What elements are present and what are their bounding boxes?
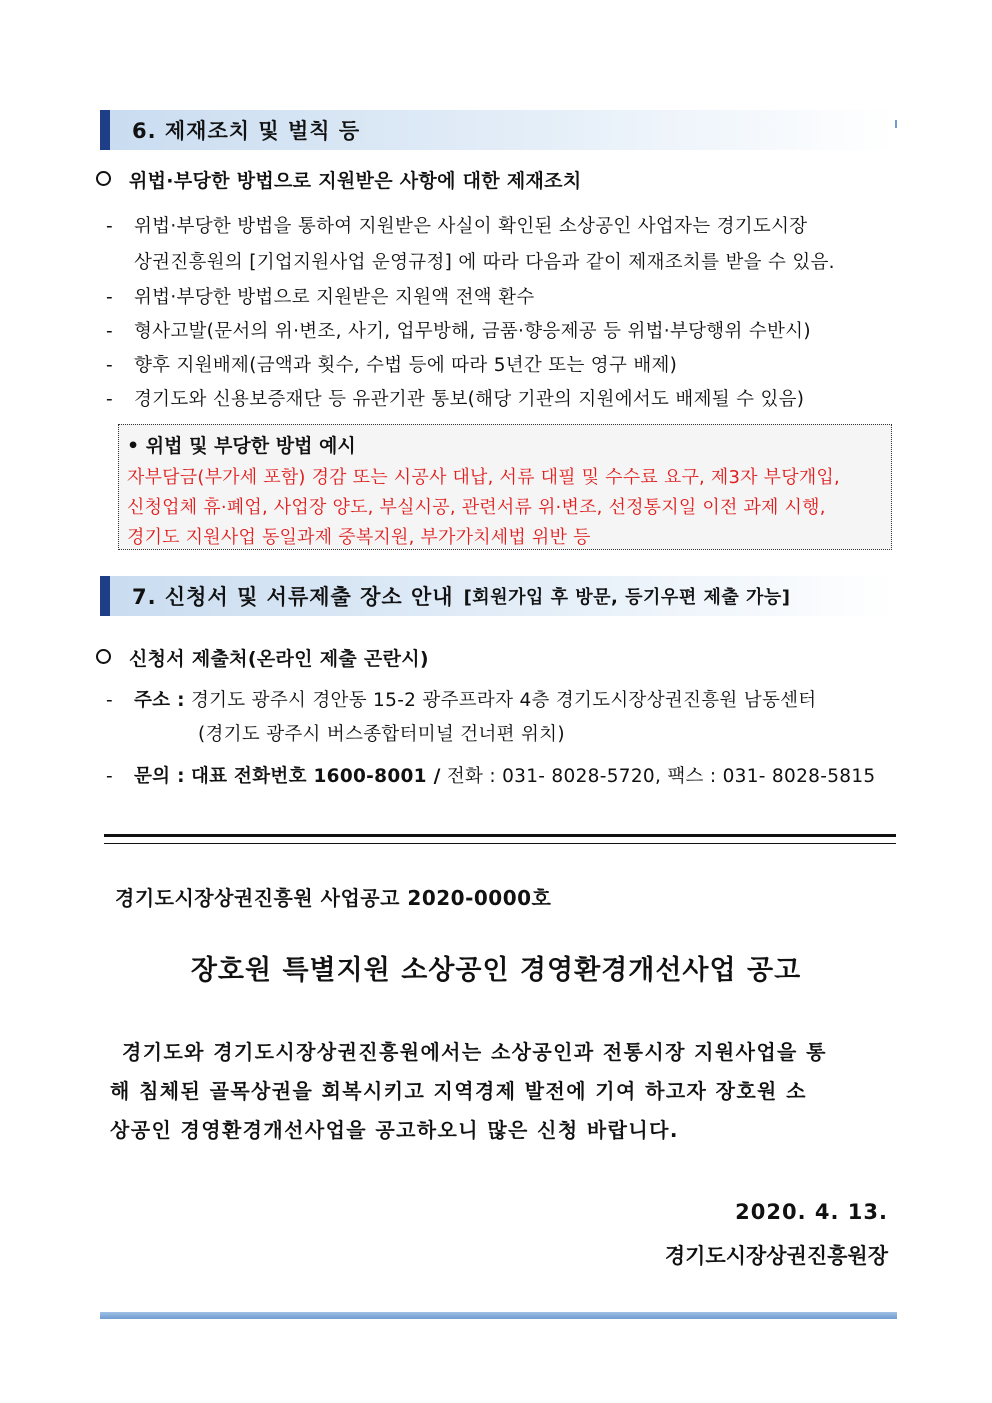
list-item	[106, 351, 677, 377]
section-6-heading	[96, 166, 581, 193]
list-item-text: 위법·부당한 방법으로 지원받은 지원액 전액 환수	[134, 287, 535, 308]
dash-bullet: -	[106, 321, 113, 342]
circle-bullet-icon	[96, 649, 111, 664]
dash-bullet: -	[106, 355, 113, 376]
section-6-header	[100, 110, 897, 150]
section-7-subtitle: [회원가입 후 방문, 등기우편 제출 가능]	[463, 587, 791, 608]
violation-examples-heading: • 위법 및 부당한 방법 예시	[127, 435, 356, 457]
section-6-title: 6. 제재조치 및 벌칙 등	[132, 119, 361, 143]
circle-bullet-icon	[96, 171, 111, 186]
violation-example-line: 경기도 지원사업 동일과제 중복지원, 부가가치세법 위반 등	[127, 527, 591, 548]
dash-bullet: -	[106, 766, 113, 787]
list-item-text: 상권진흥원의 [기업지원사업 운영규정] 에 따라 다음과 같이 제재조치를 받을 수 있음.	[134, 252, 835, 273]
list-item-text: 위법·부당한 방법을 통하여 지원받은 사실이 확인된 소상공인 사업자는 경기도시장	[134, 216, 808, 237]
dash-bullet: -	[106, 690, 113, 711]
notice-paragraph-line: 경기도와 경기도시장상권진흥원에서는 소상공인과 전통시장 지원사업을 통	[122, 1040, 827, 1064]
address-note: (경기도 광주시 버스종합터미널 건너편 위치)	[198, 724, 565, 745]
section-divider	[104, 834, 896, 844]
address-value: 경기도 광주시 경안동 15-2 광주프라자 4층 경기도시장상권진흥원 남동센터	[190, 690, 817, 711]
section-accent-bar	[100, 110, 110, 150]
notice-number: 경기도시장상권진흥원 사업공고 2020-0000호	[115, 886, 552, 910]
section-7-heading-text: 신청서 제출처(온라인 제출 곤란시)	[129, 648, 429, 670]
section-7-heading	[96, 644, 429, 671]
section-6-heading-text: 위법·부당한 방법으로 지원받은 사항에 대한 제재조치	[129, 170, 582, 192]
list-item-continuation	[134, 248, 835, 274]
contact-phone-fax: 전화 : 031- 8028-5720, 팩스 : 031- 8028-5815	[446, 766, 876, 787]
list-item-text: 형사고발(문서의 위·변조, 사기, 업무방해, 금품·향응제공 등 위법·부당행위 수반시)	[134, 321, 811, 342]
contact-main-phone: 대표 전화번호 1600-8001 /	[190, 766, 441, 787]
list-item	[106, 317, 811, 343]
contact-label: 문의 :	[134, 766, 185, 787]
list-item-text: 경기도와 신용보증재단 등 유관기관 통보(해당 기관의 지원에서도 배제될 수 있음)	[134, 389, 805, 410]
dash-bullet: -	[106, 287, 113, 308]
violation-example-line: 신청업체 휴·폐업, 사업장 양도, 부실시공, 관련서류 위·변조, 선정통지일 이전 과제 시행,	[127, 497, 826, 518]
footer-rule	[100, 1312, 897, 1319]
dash-bullet: -	[106, 216, 113, 237]
list-item-text: 향후 지원배제(금액과 횟수, 수법 등에 따라 5년간 또는 영구 배제)	[134, 355, 678, 376]
list-item	[106, 212, 807, 238]
violation-examples-box	[118, 424, 892, 550]
section-accent-bar	[100, 576, 110, 616]
address-line	[106, 686, 816, 712]
contact-line	[106, 762, 875, 788]
address-label: 주소 :	[134, 690, 185, 711]
header-edge-mark	[895, 120, 897, 128]
list-item	[106, 385, 804, 411]
notice-date: 2020. 4. 13.	[735, 1200, 888, 1224]
notice-signer: 경기도시장상권진흥원장	[664, 1244, 888, 1268]
section-7-header	[100, 576, 897, 616]
list-item	[106, 283, 535, 309]
notice-title: 장호원 특별지원 소상공인 경영환경개선사업 공고	[190, 955, 802, 986]
dash-bullet: -	[106, 389, 113, 410]
violation-example-line: 자부담금(부가세 포함) 경감 또는 시공사 대납, 서류 대필 및 수수료 요구, 제3자 부당개입,	[127, 467, 840, 488]
section-7-title: 7. 신청서 및 서류제출 장소 안내	[132, 585, 454, 609]
notice-paragraph-line: 해 침체된 골목상권을 회복시키고 지역경제 발전에 기여 하고자 장호원 소	[110, 1079, 807, 1103]
notice-paragraph-line: 상공인 경영환경개선사업을 공고하오니 많은 신청 바랍니다.	[110, 1118, 679, 1142]
